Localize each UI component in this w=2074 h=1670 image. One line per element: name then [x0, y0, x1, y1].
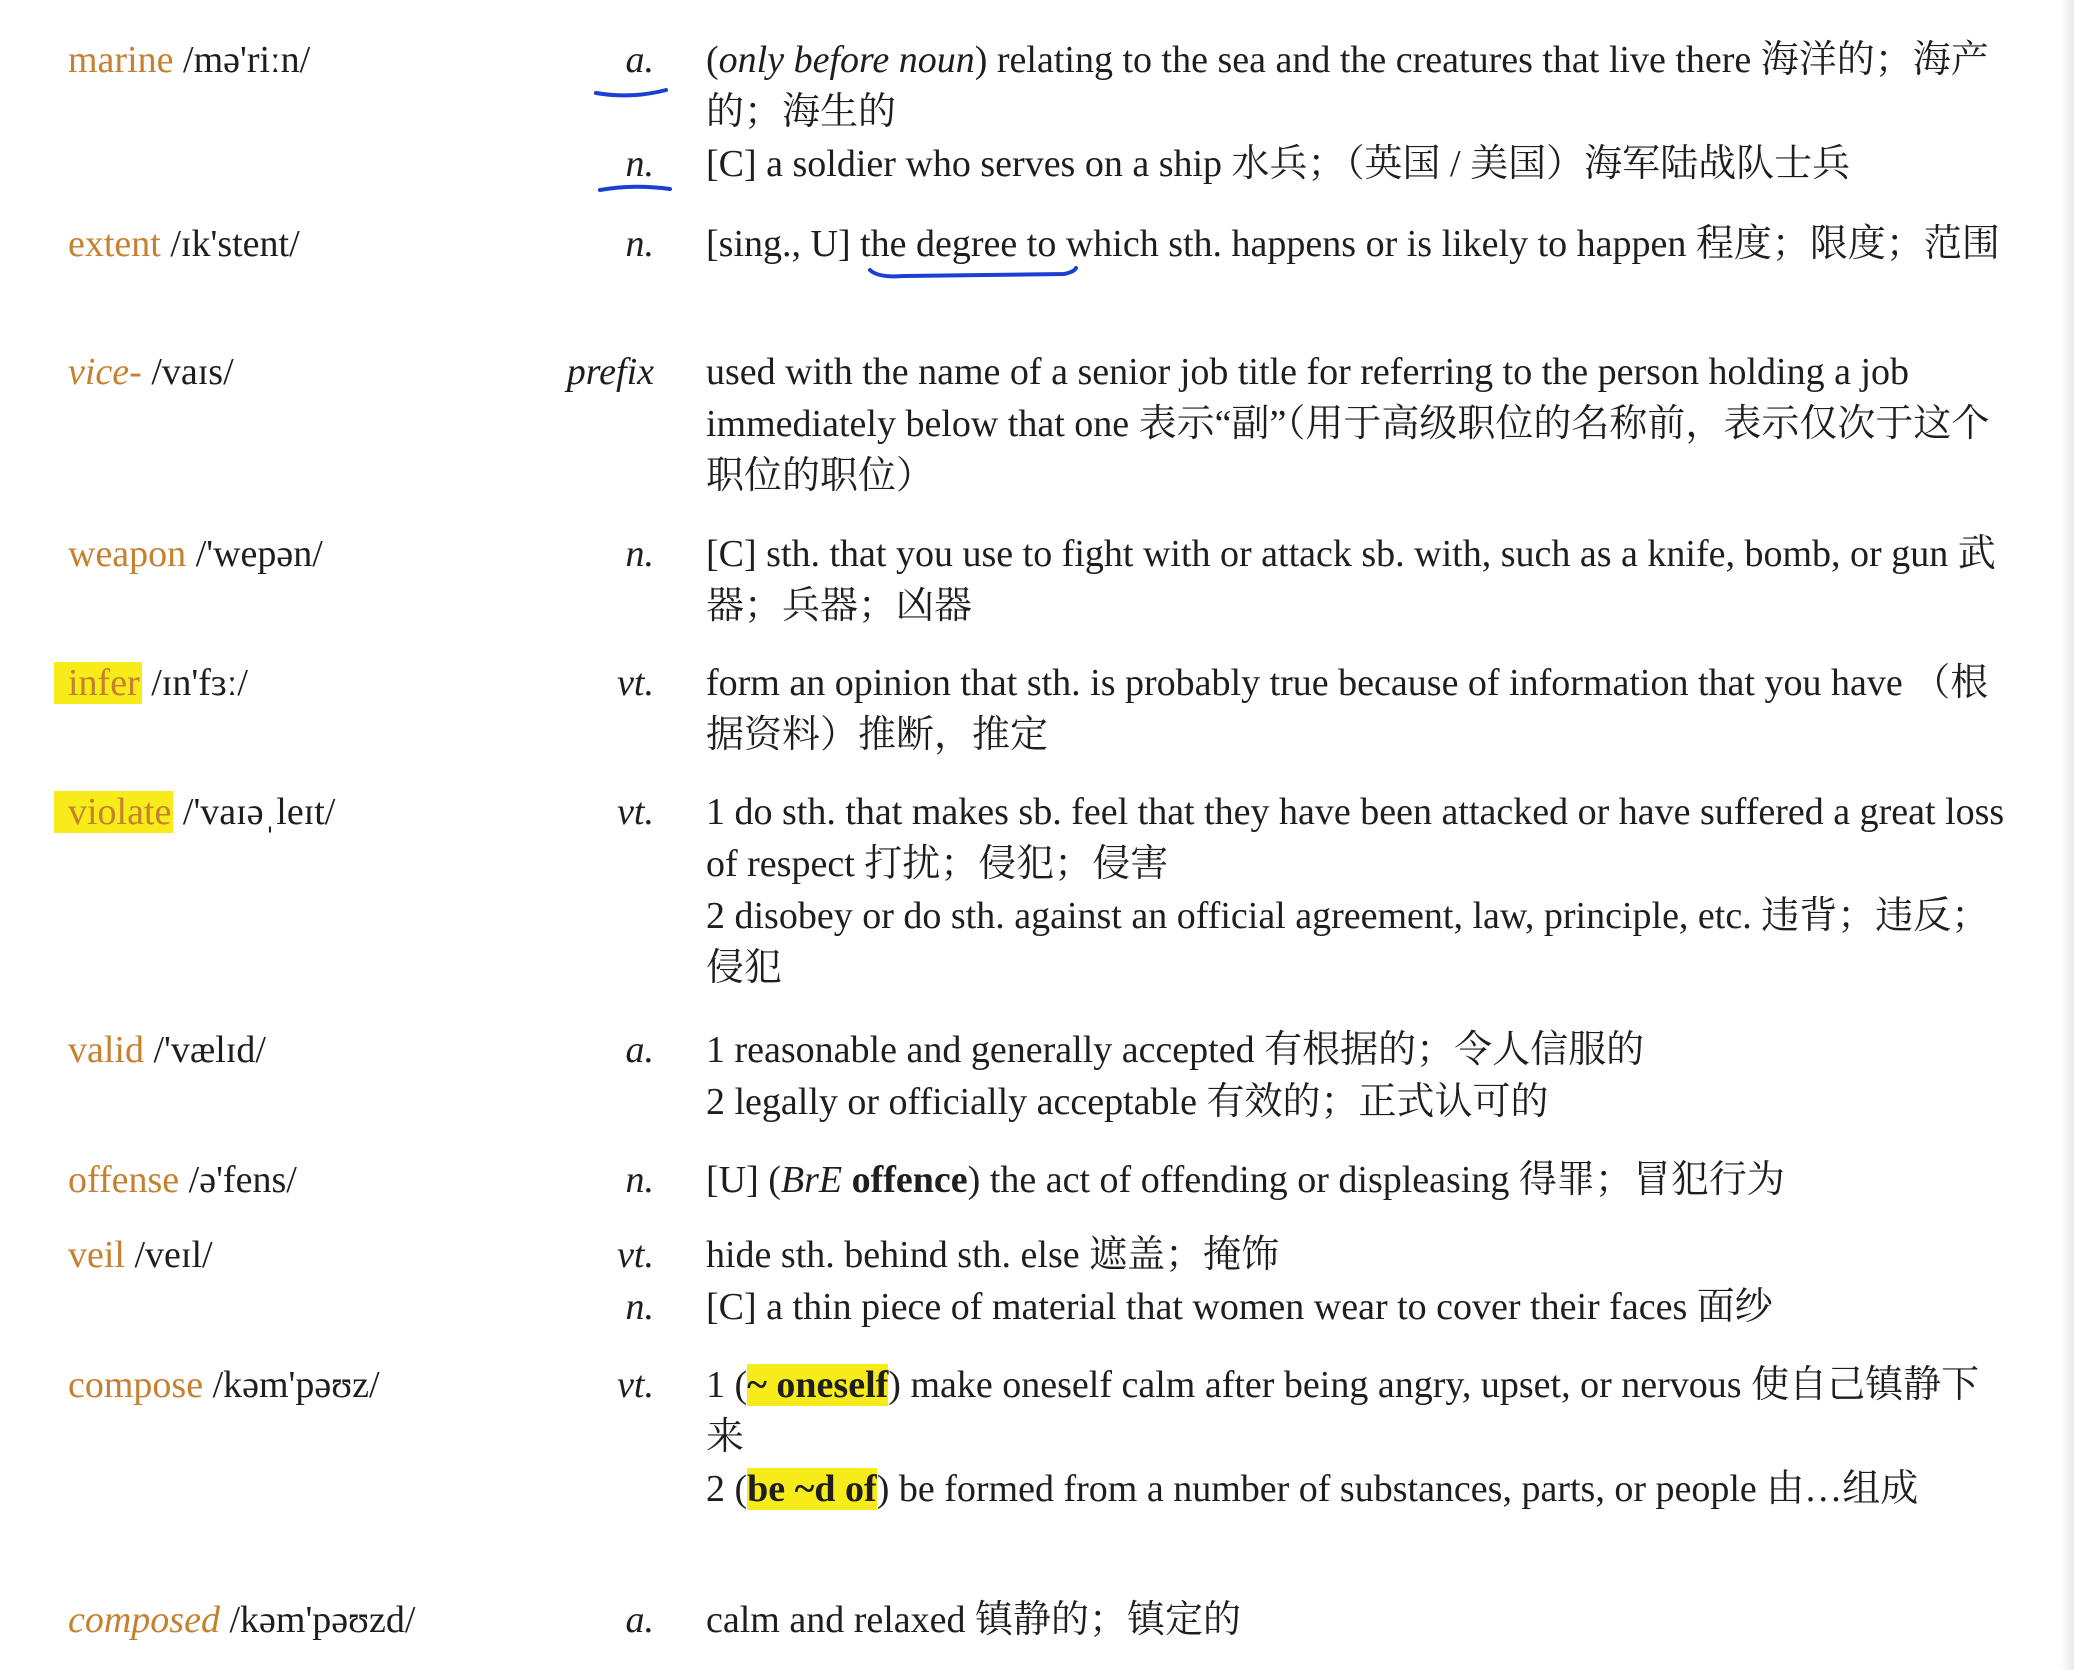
definition: 1 reasonable and generally accepted 有根据的；令人信服的 [706, 1029, 1645, 1071]
headword: offense [68, 1159, 180, 1201]
part-of-speech: n. [625, 143, 654, 185]
definition: 2 legally or officially acceptable 有效的；正式认可的 [706, 1081, 1549, 1123]
part-of-speech: vt. [617, 1364, 654, 1406]
part-of-speech: n. [625, 1159, 654, 1201]
sense [0, 1594, 2074, 1646]
definition: 2 (be ~d of) be formed from a number of substances, parts, or people 由…组成 [706, 1468, 1919, 1510]
phonetic: /ɪk'stent/ [170, 223, 300, 265]
definition: [C] a soldier who serves on a ship 水兵；（英国 / 美国）海军陆战队士兵 [706, 143, 1851, 185]
definition: form an opinion that sth. is probably true because of information that you have （根据资料）推断，推定 [706, 662, 1989, 756]
definition: calm and relaxed 镇静的；镇定的 [706, 1599, 1242, 1641]
part-of-speech: n. [625, 1286, 654, 1328]
sense [0, 1024, 2074, 1076]
part-of-speech: a. [625, 39, 654, 81]
phonetic: /veɪl/ [134, 1234, 213, 1276]
sense [0, 786, 2074, 890]
definition: 1 do sth. that makes sb. feel that they have been attacked or have suffered a great loss of respect 打扰；侵犯；侵害 [706, 791, 2005, 885]
phonetic: /'vaɪəˌleɪt/ [182, 791, 336, 833]
definition: [C] sth. that you use to fight with or attack sb. with, such as a knife, bomb, or gun 武器；兵器；凶器 [706, 533, 1996, 627]
headword: weapon [68, 533, 187, 575]
headword: vice- [68, 351, 142, 393]
headword: composed [68, 1599, 220, 1641]
part-of-speech: vt. [617, 791, 654, 833]
headword: extent [68, 223, 161, 265]
phonetic: /kəm'pəʊzd/ [229, 1599, 416, 1641]
definition: [C] a thin piece of material that women wear to cover their faces 面纱 [706, 1286, 1773, 1328]
headword: compose [68, 1364, 204, 1406]
sense [0, 1154, 2074, 1206]
sense [0, 34, 2074, 138]
sense [0, 1463, 2074, 1515]
part-of-speech: prefix [566, 351, 654, 393]
sense [0, 1229, 2074, 1281]
sense [0, 528, 2074, 632]
part-of-speech: a. [625, 1029, 654, 1071]
phonetic: /ə'fens/ [188, 1159, 297, 1201]
sense [0, 1359, 2074, 1463]
sense [0, 1076, 2074, 1128]
phonetic: /ɪn'fɜː/ [151, 662, 248, 704]
headword-highlighted: violate [54, 791, 173, 833]
definition: 2 disobey or do sth. against an official agreement, law, principle, etc. 违背；违反；侵犯 [706, 895, 1990, 989]
definition: used with the name of a senior job title for referring to the person holding a job immediately below that one 表示“副”（用于高级职位的名称前，表示仅次于这个职位的职位） [706, 351, 1990, 497]
part-of-speech: vt. [617, 1234, 654, 1276]
phonetic: /mə'riːn/ [183, 39, 311, 81]
sense [0, 1281, 2074, 1333]
definition: [sing., U] the degree to which sth. happens or is likely to happen 程度；限度；范围 [706, 223, 2000, 265]
sense [0, 890, 2074, 994]
headword-highlighted: infer [54, 662, 142, 704]
phonetic: /vaɪs/ [151, 351, 234, 393]
headword: veil [68, 1234, 125, 1276]
part-of-speech: n. [625, 223, 654, 265]
headword: marine [68, 39, 174, 81]
headword: valid [68, 1029, 144, 1071]
definition: hide sth. behind sth. else 遮盖；掩饰 [706, 1234, 1280, 1276]
phonetic: /'wepən/ [195, 533, 323, 575]
phonetic: /kəm'pəʊz/ [212, 1364, 380, 1406]
part-of-speech: vt. [617, 662, 654, 704]
part-of-speech: n. [625, 533, 654, 575]
definition: (only before noun) relating to the sea and the creatures that live there 海洋的；海产的；海生的 [706, 39, 1989, 133]
sense [0, 657, 2074, 761]
definition: 1 (~ oneself) make oneself calm after being angry, upset, or nervous 使自己镇静下来 [706, 1364, 1980, 1458]
sense [0, 218, 2074, 270]
sense [0, 346, 2074, 502]
phonetic: /'vælɪd/ [153, 1029, 266, 1071]
definition: [U] (BrE offence) the act of offending or displeasing 得罪；冒犯行为 [706, 1159, 1785, 1201]
sense [0, 138, 2074, 190]
part-of-speech: a. [625, 1599, 654, 1641]
